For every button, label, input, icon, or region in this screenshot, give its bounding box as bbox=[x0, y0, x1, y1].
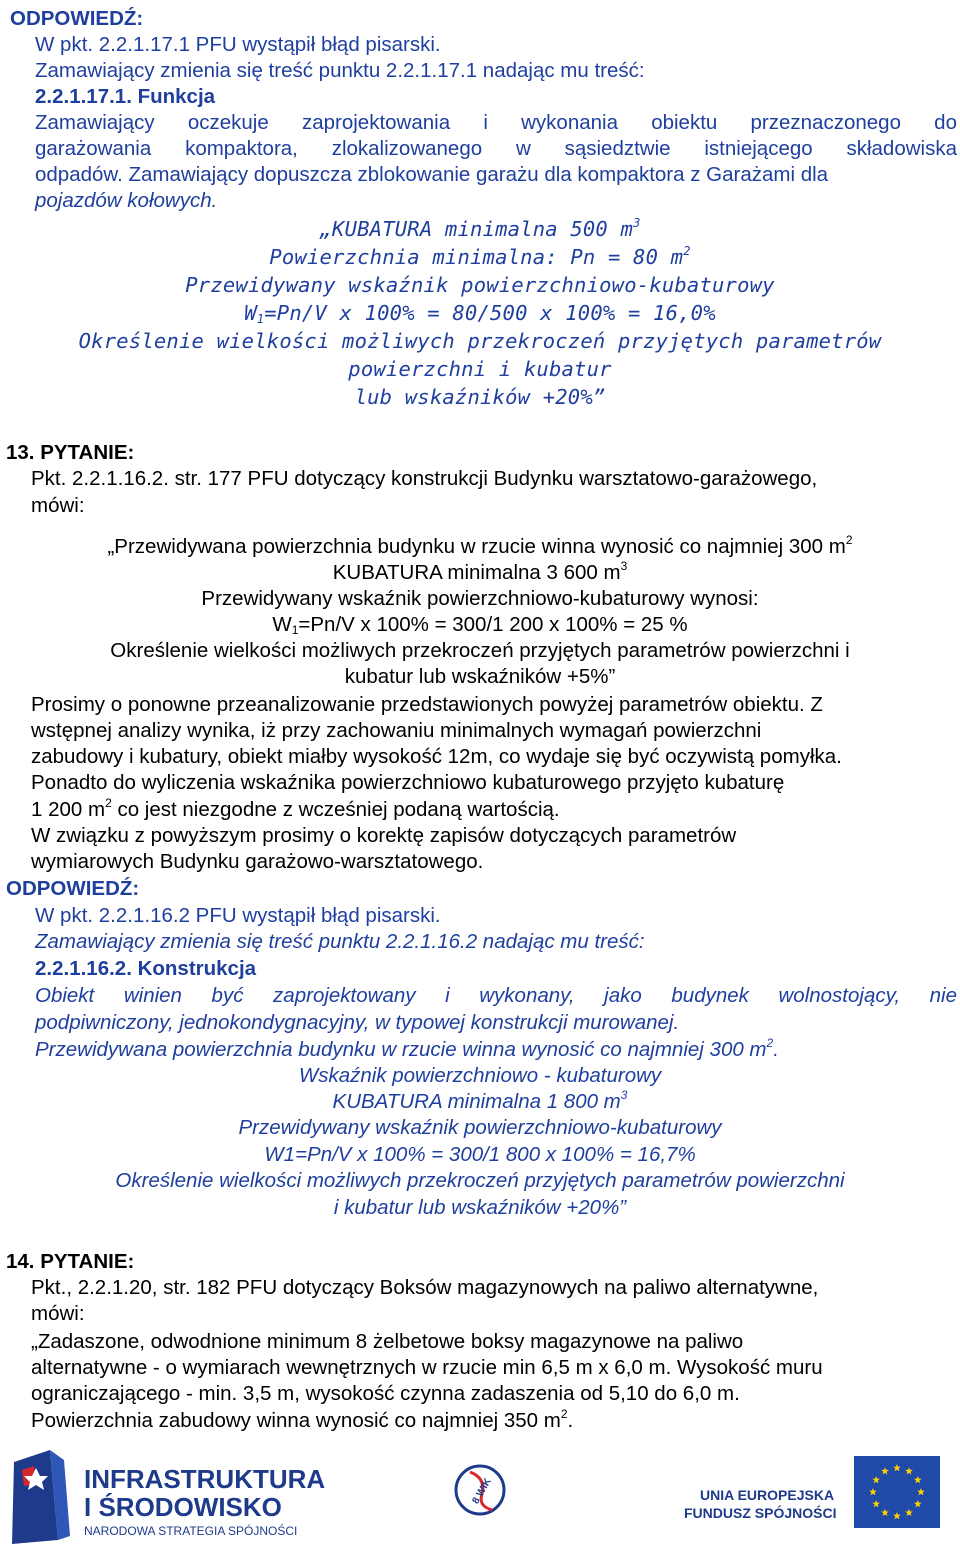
quote-line: Powierzchnia zabudowy winna wynosić co najmniej 350 $m^2$. bbox=[31, 1407, 574, 1432]
answer-line: Zamawiający zmienia się treść punktu 2.2.1.16.2 nadając mu treść: bbox=[35, 930, 645, 953]
request-line: W związku z powyższym prosimy o korektę zapisów dotyczących parametrów bbox=[31, 824, 737, 847]
answer-line: Zamawiający zmienia się treść punktu 2.2.1.17.1 nadając mu treść: bbox=[35, 59, 645, 82]
logo-right-title: UNIA EUROPEJSKA bbox=[700, 1487, 835, 1503]
centered-line: Przewidywany wskaźnik powierzchniowo-kubaturowy bbox=[238, 1116, 722, 1139]
paragraph-line: Obiekt winien być zaprojektowany i wykonany, jako budynek wolnostojący, nie bbox=[35, 984, 957, 1007]
quote-line: Określenie wielkości możliwych przekroczeń przyjętych parametrów powierzchni i bbox=[110, 639, 850, 662]
logo-left-subtitle: I ŚRODOWISKO bbox=[84, 1492, 282, 1522]
answer-heading: ODPOWIEDŹ: bbox=[10, 7, 144, 30]
centered-line: W1=Pn/V x 100% = 300/1 800 x 100% = 16,7% bbox=[264, 1143, 696, 1166]
logo-left-title: INFRASTRUKTURA bbox=[84, 1464, 326, 1494]
question-heading: 14. PYTANIE: bbox=[6, 1250, 135, 1273]
quote-line: alternatywne - o wymiarach wewnętrznych w rzucie min 6,5 m x 6,0 m. Wysokość muru bbox=[31, 1356, 823, 1379]
question-line: Pkt. 2.2.1.16.2. str. 177 PFU dotyczący konstrukcji Budynku warsztatowo-garażowego, bbox=[31, 467, 818, 490]
request-line: 1 200 $m^2$ co jest niezgodne z wcześniej podaną wartością. bbox=[31, 796, 560, 821]
quote-line: „Przewidywana powierzchnia budynku w rzucie winna wynosić co najmniej 300 $m^2$ bbox=[107, 533, 853, 558]
badge-text: 8 WIK bbox=[470, 1476, 494, 1507]
quote-line: KUBATURA minimalna 3 600 $m^3$ bbox=[332, 559, 628, 584]
section-title: 2.2.1.17.1. Funkcja bbox=[35, 85, 216, 108]
tolerance-line: Określenie wielkości możliwych przekroczeń przyjętych parametrów bbox=[78, 329, 882, 353]
quote-line: $W_1=Pn/V$ x 100% = 300/1 200 x 100% = 25 % bbox=[272, 613, 688, 637]
request-line: Ponadto do wyliczenia wskaźnika powierzchniowo kubaturowego przyjęto kubaturę bbox=[31, 771, 785, 794]
tolerance-line: lub wskaźników +20%” bbox=[354, 385, 606, 409]
centered-line: KUBATURA minimalna 1 800 $m^3$ bbox=[332, 1088, 628, 1113]
request-line: wstępnej analizy wynika, iż przy zachowaniu minimalnych wymagań powierzchni bbox=[31, 719, 762, 742]
eu-flag-icon bbox=[854, 1456, 940, 1528]
project-badge-icon bbox=[456, 1466, 504, 1514]
quote-line: „Zadaszone, odwodnione minimum 8 żelbetowe boksy magazynowe na paliwo bbox=[31, 1330, 744, 1353]
question-line: mówi: bbox=[31, 494, 85, 517]
paragraph-line: Zamawiający oczekuje zaprojektowania i wykonania obiektu przeznaczonego do bbox=[35, 111, 957, 134]
request-line: wymiarowych Budynku garażowo-warsztatowego. bbox=[31, 850, 484, 873]
tolerance-line: powierzchni i kubatur bbox=[348, 357, 612, 381]
answer-line: W pkt. 2.2.1.16.2 PFU wystąpił błąd pisarski. bbox=[35, 904, 441, 927]
request-line: Prosimy o ponowne przeanalizowanie przedstawionych powyżej parametrów obiektu. Z bbox=[31, 693, 823, 716]
formula-line: $W_1=Pn/V$ x 100% = 80/500 x 100% = 16,0% bbox=[244, 301, 716, 326]
request-line: zabudowy i kubatury, obiekt miałby wysokość 12m, co wydaje się być oczywistą pomyłka. bbox=[31, 745, 842, 768]
paragraph-line: pojazdów kołowych. bbox=[35, 189, 218, 212]
paragraph-line: podpiwniczony, jednokondygnacyjny, w typowej konstrukcji murowanej. bbox=[35, 1011, 680, 1034]
paragraph-line: Przewidywana powierzchnia budynku w rzucie winna wynosić co najmniej 300 $m^2$. bbox=[35, 1036, 779, 1061]
logo-left-caption: NARODOWA STRATEGIA SPÓJNOŚCI bbox=[84, 1524, 298, 1538]
answer-line: W pkt. 2.2.1.17.1 PFU wystąpił błąd pisarski. bbox=[35, 33, 441, 56]
paragraph-line: odpadów. Zamawiający dopuszcza zblokowanie garażu dla kompaktora z Garażami dla bbox=[35, 163, 829, 186]
infrastruktura-emblem-icon bbox=[12, 1450, 70, 1544]
centered-line: Wskaźnik powierzchniowo - kubaturowy bbox=[298, 1064, 662, 1087]
question-heading: 13. PYTANIE: bbox=[6, 441, 135, 464]
paragraph-line: garażowania kompaktora, zlokalizowanego w sąsiedztwie istniejącego składowiska bbox=[35, 137, 957, 160]
logo-right-subtitle: FUNDUSZ SPÓJNOŚCI bbox=[684, 1505, 837, 1521]
area-line: Powierzchnia minimalna: Pn = 80 $m^2$ bbox=[269, 244, 691, 269]
quote-line: Przewidywany wskaźnik powierzchniowo-kubaturowy wynosi: bbox=[201, 587, 759, 610]
centered-line: i kubatur lub wskaźników +20%” bbox=[333, 1196, 627, 1219]
question-line: mówi: bbox=[31, 1302, 85, 1325]
footer-logo-bar bbox=[0, 1440, 960, 1549]
quote-line: ograniczającego - min. 3,5 m, wysokość czynna zadaszenia od 5,10 do 6,0 m. bbox=[31, 1382, 740, 1405]
quote-line: kubatur lub wskaźników +5%” bbox=[344, 665, 616, 688]
question-line: Pkt., 2.2.1.20, str. 182 PFU dotyczący Boksów magazynowych na paliwo alternatywne, bbox=[31, 1276, 819, 1299]
section-title: 2.2.1.16.2. Konstrukcja bbox=[35, 957, 257, 980]
kubatura-line: „KUBATURA minimalna 500 $m^3$ bbox=[319, 216, 641, 241]
indicator-line: Przewidywany wskaźnik powierzchniowo-kubaturowy bbox=[185, 273, 775, 297]
centered-line: Określenie wielkości możliwych przekroczeń przyjętych parametrów powierzchni bbox=[115, 1169, 845, 1192]
answer-heading: ODPOWIEDŹ: bbox=[6, 877, 140, 900]
footer-logos bbox=[0, 1440, 960, 1549]
